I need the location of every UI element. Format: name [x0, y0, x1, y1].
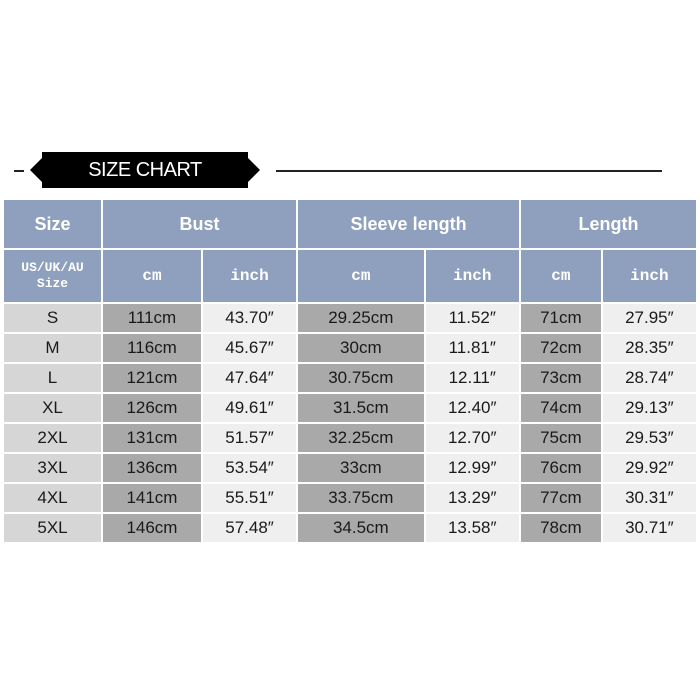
sleeve-cm-cell: 34.5cm — [298, 514, 423, 542]
length-cm-cell: 78cm — [521, 514, 601, 542]
size-chart-table — [2, 198, 698, 544]
subheader-size-line2: Size — [36, 276, 69, 291]
size-chart-title: SIZE CHART — [88, 158, 202, 181]
bust-inch-cell: 45.67″ — [203, 334, 296, 362]
header-sleeve-length: Sleeve length — [298, 200, 519, 248]
header-size: Size — [4, 200, 101, 248]
length-cm-cell: 71cm — [521, 304, 601, 332]
subheader-sleeve-cm: cm — [298, 250, 423, 302]
length-cm-cell: 72cm — [521, 334, 601, 362]
bust-cm-cell: 131cm — [103, 424, 201, 452]
header-length: Length — [521, 200, 696, 248]
subheader-length-inch: inch — [603, 250, 696, 302]
size-cell: S — [4, 304, 101, 332]
length-inch-cell: 29.92″ — [603, 454, 696, 482]
length-cm-cell: 76cm — [521, 454, 601, 482]
bust-inch-cell: 55.51″ — [203, 484, 296, 512]
subheader-row — [4, 250, 696, 302]
length-inch-cell: 29.13″ — [603, 394, 696, 422]
sleeve-inch-cell: 12.11″ — [426, 364, 519, 392]
length-inch-cell: 28.35″ — [603, 334, 696, 362]
sleeve-cm-cell: 33cm — [298, 454, 423, 482]
table-row — [4, 334, 696, 362]
length-cm-cell: 74cm — [521, 394, 601, 422]
banner-right-notch — [246, 156, 260, 184]
sleeve-inch-cell: 13.58″ — [426, 514, 519, 542]
size-cell: L — [4, 364, 101, 392]
subheader-sleeve-inch: inch — [426, 250, 519, 302]
sleeve-cm-cell: 32.25cm — [298, 424, 423, 452]
subheader-length-cm: cm — [521, 250, 601, 302]
sleeve-inch-cell: 12.99″ — [426, 454, 519, 482]
size-cell: 3XL — [4, 454, 101, 482]
table-row — [4, 394, 696, 422]
size-chart-banner — [42, 152, 248, 188]
table-row — [4, 454, 696, 482]
length-inch-cell: 27.95″ — [603, 304, 696, 332]
subheader-size-line1: US/UK/AU — [21, 260, 84, 275]
length-cm-cell: 77cm — [521, 484, 601, 512]
bust-cm-cell: 141cm — [103, 484, 201, 512]
length-inch-cell: 28.74″ — [603, 364, 696, 392]
sleeve-cm-cell: 29.25cm — [298, 304, 423, 332]
table-row — [4, 424, 696, 452]
sleeve-inch-cell: 11.81″ — [426, 334, 519, 362]
bust-cm-cell: 136cm — [103, 454, 201, 482]
header-row — [4, 200, 696, 248]
size-cell: XL — [4, 394, 101, 422]
size-cell: 2XL — [4, 424, 101, 452]
title-rule — [276, 170, 662, 172]
sleeve-cm-cell: 30.75cm — [298, 364, 423, 392]
subheader-bust-cm: cm — [103, 250, 201, 302]
size-cell: 4XL — [4, 484, 101, 512]
bust-inch-cell: 43.70″ — [203, 304, 296, 332]
length-cm-cell: 73cm — [521, 364, 601, 392]
sleeve-cm-cell: 30cm — [298, 334, 423, 362]
sleeve-inch-cell: 11.52″ — [426, 304, 519, 332]
size-rows — [4, 304, 696, 542]
bust-cm-cell: 146cm — [103, 514, 201, 542]
length-inch-cell: 29.53″ — [603, 424, 696, 452]
left-dash — [14, 170, 24, 172]
bust-inch-cell: 47.64″ — [203, 364, 296, 392]
sleeve-inch-cell: 12.40″ — [426, 394, 519, 422]
sleeve-cm-cell: 33.75cm — [298, 484, 423, 512]
subheader-size — [4, 250, 101, 302]
table-row — [4, 364, 696, 392]
length-inch-cell: 30.71″ — [603, 514, 696, 542]
length-inch-cell: 30.31″ — [603, 484, 696, 512]
header-bust: Bust — [103, 200, 296, 248]
bust-inch-cell: 51.57″ — [203, 424, 296, 452]
bust-inch-cell: 49.61″ — [203, 394, 296, 422]
sleeve-inch-cell: 13.29″ — [426, 484, 519, 512]
bust-cm-cell: 111cm — [103, 304, 201, 332]
size-cell: M — [4, 334, 101, 362]
bust-inch-cell: 57.48″ — [203, 514, 296, 542]
bust-inch-cell: 53.54″ — [203, 454, 296, 482]
table-row — [4, 304, 696, 332]
bust-cm-cell: 121cm — [103, 364, 201, 392]
table-row — [4, 484, 696, 512]
sleeve-cm-cell: 31.5cm — [298, 394, 423, 422]
subheader-bust-inch: inch — [203, 250, 296, 302]
sleeve-inch-cell: 12.70″ — [426, 424, 519, 452]
size-cell: 5XL — [4, 514, 101, 542]
bust-cm-cell: 126cm — [103, 394, 201, 422]
bust-cm-cell: 116cm — [103, 334, 201, 362]
table-row — [4, 514, 696, 542]
length-cm-cell: 75cm — [521, 424, 601, 452]
